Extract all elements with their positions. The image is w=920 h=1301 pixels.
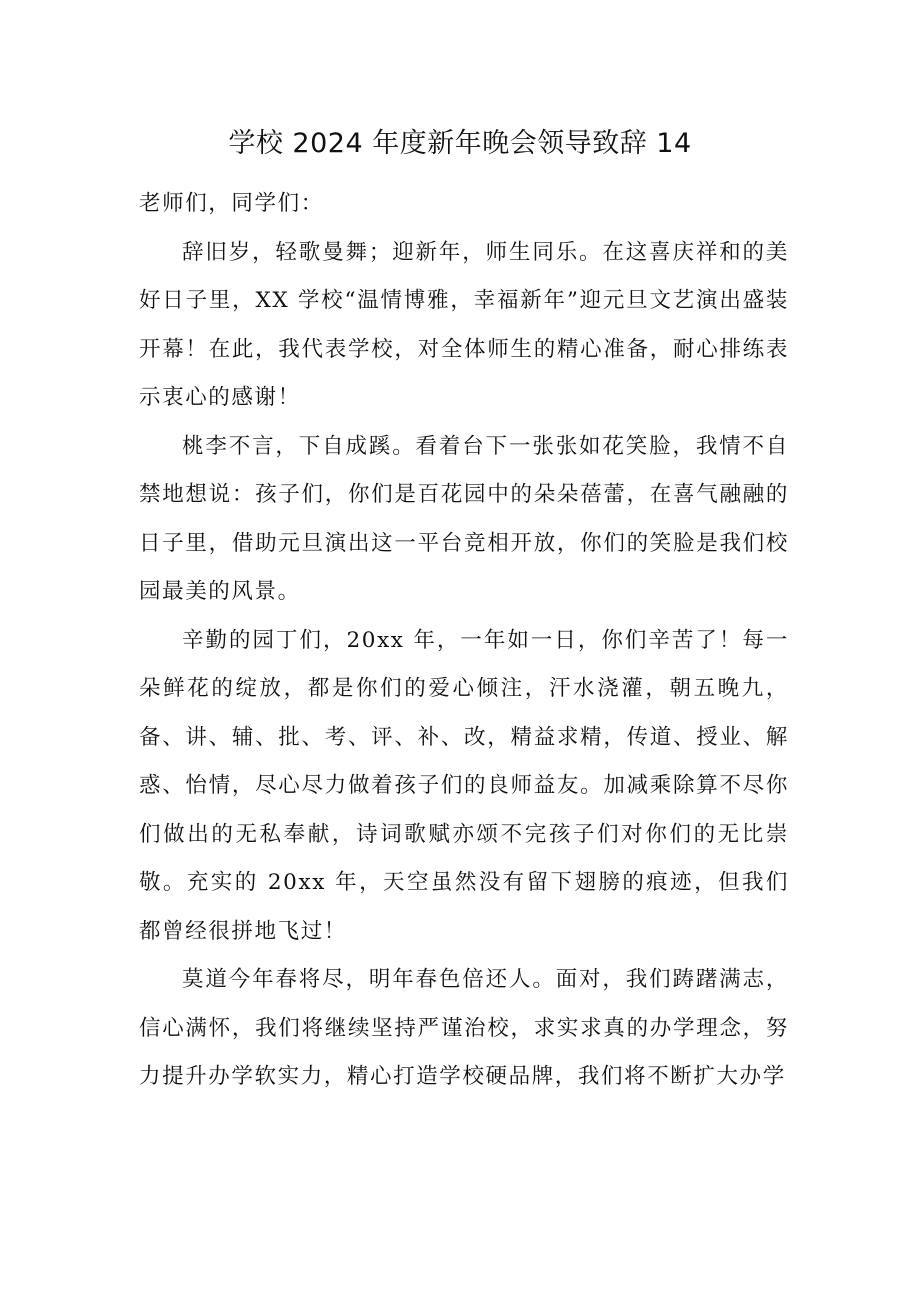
paragraph-1: 辞旧岁，轻歌曼舞；迎新年，师生同乐。在这喜庆祥和的美好日子里，XX 学校“温情博雅，幸福新年”迎元旦文艺演出盛装开幕！在此，我代表学校，对全体师生的精心准备，耐心排练表示衷心的感谢！ <box>139 239 789 410</box>
document-title: 学校 2024 年度新年晚会领导致辞 14 <box>228 128 692 159</box>
paragraph-4: 莫道今年春将尽，明年春色倍还人。面对，我们踌躇满志，信心满怀，我们将继续坚持严谨治校，求实求真的办学理念，努力提升办学软实力，精心打造学校硬品牌，我们将不断扩大办学 <box>139 967 789 1089</box>
greeting-line: 老师们，同学们： <box>139 191 324 216</box>
paragraph-2: 桃李不言，下自成蹊。看着台下一张张如花笑脸，我情不自禁地想说：孩子们，你们是百花园中的朵朵蓓蕾，在喜气融融的日子里，借助元旦演出这一平台竞相开放，你们的笑脸是我们校园最美的风景。 <box>139 433 789 604</box>
paragraph-3: 辛勤的园丁们，20xx 年，一年如一日，你们辛苦了！每一朵鲜花的绽放，都是你们的爱心倾注，汗水浇灌，朝五晚九，备、讲、辅、批、考、评、补、改，精益求精，传道、授业、解惑、怡情，尽心尽力做着孩子们的良师益友。加减乘除算不尽你们做出的无私奉献，诗词歌赋亦颂不完孩子们对你们的无比崇敬。充实的 20xx 年，天空虽然没有留下翅膀的痕迹，但我们都曾经很拼地飞过！ <box>139 627 789 944</box>
document-body <box>139 180 789 1102</box>
